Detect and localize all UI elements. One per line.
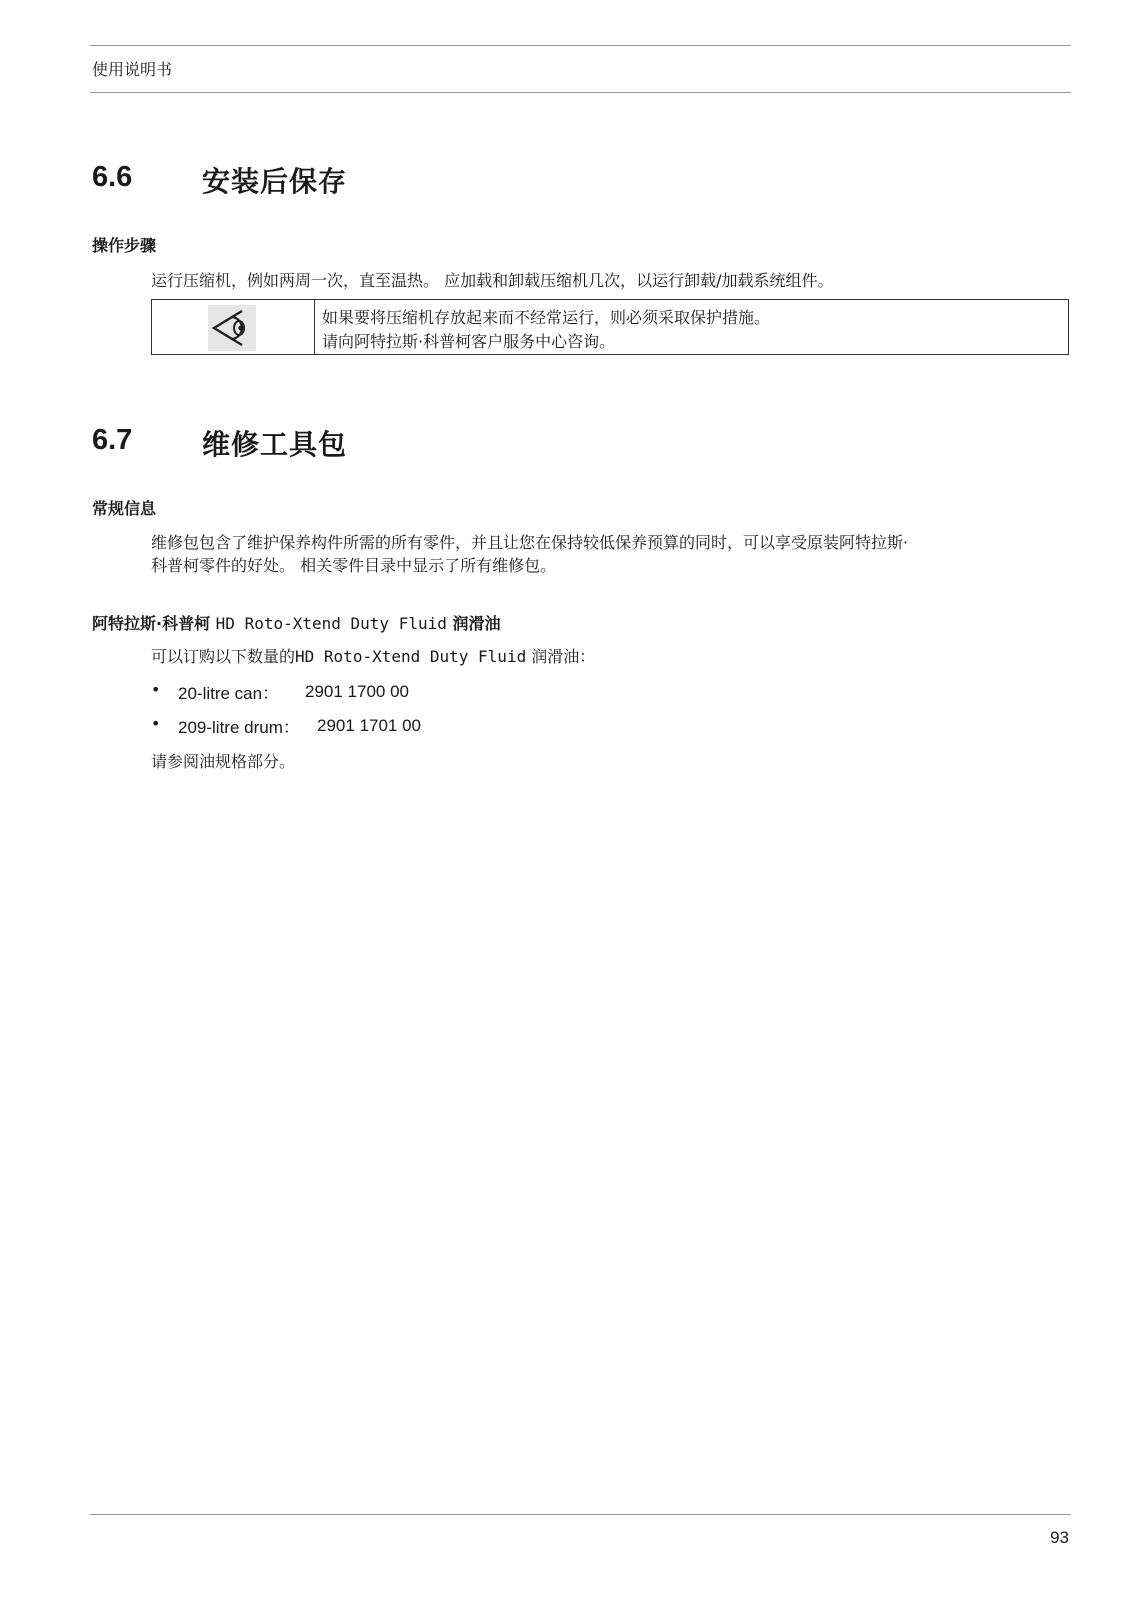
section-title: 维修工具包 xyxy=(202,428,348,461)
order-text xyxy=(151,644,595,667)
section-number: 6.7 xyxy=(92,424,133,456)
bullet: • xyxy=(151,680,161,699)
note-box xyxy=(151,299,1069,355)
order-text-product: HD Roto-Xtend Duty Fluid xyxy=(295,647,527,666)
section-title: 安装后保存 xyxy=(202,165,348,198)
header-top-rule xyxy=(90,45,1071,46)
footer-rule xyxy=(90,1514,1071,1515)
section-number: 6.6 xyxy=(92,161,133,193)
body-text: 运行压缩机，例如两周一次，直至温热。 应加载和卸载压缩机几次，以运行卸载/加载系统组件。 xyxy=(151,271,834,290)
note-line-1: 如果要将压缩机存放起来而不经常运行，则必须采取保护措施。 xyxy=(322,308,771,327)
bullet: • xyxy=(151,714,161,733)
oil-heading xyxy=(92,611,500,634)
oil-heading-product: HD Roto-Xtend Duty Fluid xyxy=(215,614,447,633)
subheading: 常规信息 xyxy=(92,499,157,518)
header-title: 使用说明书 xyxy=(92,60,173,79)
item-value: 2901 1701 00 xyxy=(317,716,421,735)
body-text-line-2: 科普柯零件的好处。 相关零件目录中显示了所有维修包。 xyxy=(151,556,557,575)
order-text-suffix: 润滑油： xyxy=(531,647,596,666)
header-bottom-rule xyxy=(90,92,1071,93)
footer-text: 请参阅油规格部分。 xyxy=(151,752,296,771)
item-label: 20-litre can： xyxy=(178,684,280,703)
oil-heading-prefix: 阿特拉斯·科普柯 xyxy=(92,614,211,633)
oil-heading-suffix: 润滑油 xyxy=(452,614,501,633)
note-line-2: 请向阿特拉斯·科普柯客户服务中心咨询。 xyxy=(322,332,616,351)
list-item xyxy=(151,714,1071,738)
item-value: 2901 1700 00 xyxy=(305,682,409,701)
note-divider xyxy=(314,300,315,354)
page-number: 93 xyxy=(1050,1528,1069,1547)
list-item xyxy=(151,680,1071,704)
item-label: 209-litre drum： xyxy=(178,718,300,737)
body-text-line-1: 维修包包含了维护保养构件所需的所有零件，并且让您在保持较低保养预算的同时，可以享受原装阿特拉斯· xyxy=(151,533,909,552)
eye-icon xyxy=(208,305,256,351)
subheading: 操作步骤 xyxy=(92,236,157,255)
order-text-prefix: 可以订购以下数量的 xyxy=(151,647,296,666)
